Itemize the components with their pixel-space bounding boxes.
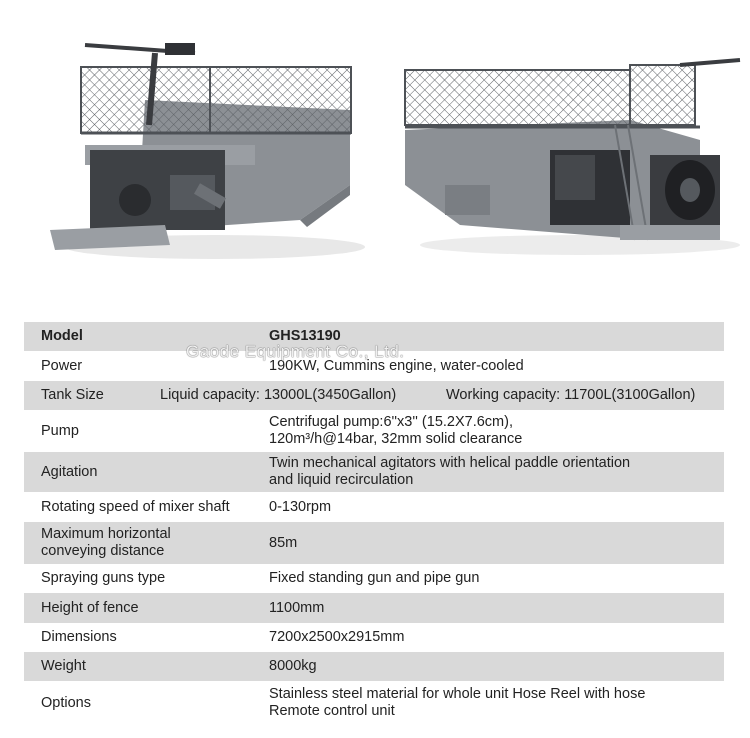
- spec-row-weight: [24, 652, 724, 681]
- spec-table: [24, 322, 724, 725]
- spec-row-conveying-distance: [24, 522, 724, 564]
- spec-value: 7200x2500x2915mm: [269, 629, 405, 645]
- product-photos: [0, 0, 750, 300]
- spec-value: Stainless steel material for whole unit Hose Reel with hose Remote control unit: [269, 686, 646, 719]
- spec-label: Weight: [41, 658, 86, 674]
- spec-label: Tank Size: [41, 387, 104, 403]
- spec-label: Spraying guns type: [41, 570, 166, 586]
- spec-label: Height of fence: [41, 599, 139, 616]
- spec-value: Twin mechanical agitators with helical paddle orientation and liquid recirculation: [269, 455, 631, 488]
- hydroseeder-rear-view-image: [400, 45, 750, 295]
- company-watermark: Gaode Equipment Co., Ltd.: [186, 342, 405, 361]
- spec-label: Rotating speed of mixer shaft: [41, 498, 230, 515]
- spec-label: Maximum horizontal conveying distance: [41, 526, 171, 559]
- spec-label: Agitation: [41, 463, 98, 480]
- working-capacity: Working capacity: 11700L(3100Gallon): [446, 387, 696, 403]
- spec-value: Centrifugal pump:6''x3'' (15.2X7.6cm), 120m³/h@14bar, 32mm solid clearance: [269, 414, 523, 447]
- spec-row-tank-size: [24, 381, 724, 410]
- spec-value: 8000kg: [269, 658, 317, 674]
- spec-row-options: [24, 681, 724, 725]
- spec-value: Fixed standing gun and pipe gun: [269, 570, 480, 586]
- spec-row-dimensions: [24, 623, 724, 652]
- spec-value: 0-130rpm: [269, 498, 332, 515]
- liquid-capacity: Liquid capacity: 13000L(3450Gallon): [160, 387, 397, 403]
- spec-row-rotating-speed: [24, 492, 724, 522]
- spec-row-power: [24, 351, 724, 381]
- spec-label: Dimensions: [41, 629, 117, 645]
- spec-row-model: [24, 322, 724, 351]
- spec-label: Options: [41, 694, 91, 711]
- spec-label: Pump: [41, 422, 79, 439]
- spec-row-pump: [24, 410, 724, 452]
- spec-value: GHS13190: [269, 328, 341, 344]
- spec-value: 190KW, Cummins engine, water-cooled: [269, 357, 524, 374]
- spec-label: Model: [41, 328, 83, 344]
- spec-value: 85m: [269, 534, 298, 551]
- spec-row-spraying-guns: [24, 564, 724, 593]
- spec-row-fence-height: [24, 593, 724, 623]
- hydroseeder-front-view-image: [45, 35, 385, 305]
- spec-row-agitation: [24, 452, 724, 492]
- spec-value: 1100mm: [269, 599, 325, 616]
- spec-label: Power: [41, 357, 83, 374]
